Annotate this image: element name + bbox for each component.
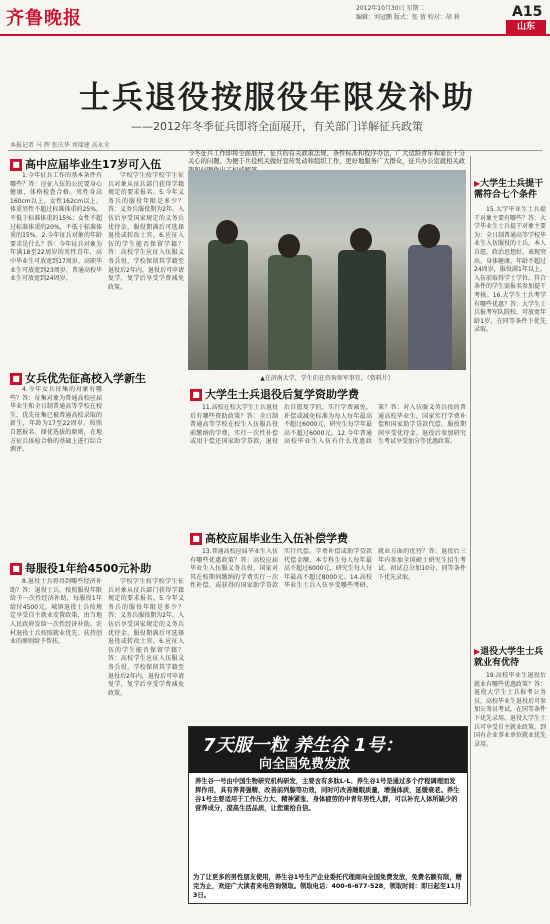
masthead <box>0 0 550 36</box>
sub-headline: ——2012年冬季征兵即将全面展开，有关部门详解征兵政策 <box>131 120 423 133</box>
ad-footer: 为了让更多的男性朋友使用，养生谷1号生产企业委托代理商向全国免费发放，免费名额有限，赠完为止，欢迎广大读者来电咨询领取。领取电话：400-6-677-528，领取时间：即日起至11月3日。 <box>193 874 462 899</box>
photo-caption: ▲在济南大学，学生们在咨询参军事宜。（资料片） <box>260 375 394 382</box>
sidebar-article-1: 15.大学毕业生士兵提干对象主要有哪些？答：大学毕业生士兵提干对象主要为：全日制普通高等学校毕业生入伍服役的士兵，本人自愿，政治思想好，表现突出，身体健康，年龄不超过24周岁，服役满1年以上，入伍前取得学士学位。符合条件的学生需报名参加提干考核。16.大学生士兵考学有哪些优惠？答：大学生士兵报考军队院校，可放宽年龄1岁，在同等条件下优先录取。 <box>474 206 546 334</box>
triangle-icon: ▶ <box>474 179 481 188</box>
section-heading-1: ■ 高中应届毕业生17岁可入伍 <box>10 156 161 172</box>
triangle-icon: ▶ <box>474 647 481 656</box>
heading-marker-icon: ■ <box>10 563 22 575</box>
photo-figure <box>268 255 312 370</box>
ad-subtitle: 向全国免费发放 <box>259 757 351 772</box>
article-column-1: 1.今年征兵工作的基本条件有哪些？答：应征入伍的公民要身心健康，体格检查合格。男性身高160cm以上，女性162cm以上。体重男性不超过标准体重的25%，不低于标准体重的15%；女性不超过标准体重的20%，不低于标准体重的15%。2.今年征兵对象的年龄要求是什么？答：今年征兵对象为年满18至22周岁的男性青年，高中毕业生可放宽到17周岁，高职毕业生可放宽到23周岁，普通高校毕业生可放宽到24周岁。 <box>10 172 102 283</box>
article-section-5: 13.普通高校应届毕业生入伍有哪些优惠政策？答：高校应届毕业生入伍服义务兵役，国家对其在校期间缴纳的学费实行一次性补偿，或获得的国家助学贷款实行代偿。学费补偿或助学贷款代偿金额，本专科生每人每年最高不超过6000元，研究生每人每年最高不超过8000元。14.高校毕业生士兵入伍享受哪些考研、就业方面的优待？答：退役后三年内参加全国硕士研究生招生考试，初试总分加10分，同等条件下优先录取。 <box>190 548 466 590</box>
byline: 本报记者 马 辉 张庆华 刘瑞建 高永全 <box>10 142 110 149</box>
article-column-2: 4.今年女兵征集的对象有哪些？答：征集对象为普通高校应届毕业生和全日制普通高等学校在校生，优先征集已被普通高校录取的新生，年龄为17至22周岁。按照自愿报名、择优选拔的原则，在地方征兵体检合格的基础上进行综合测评。 <box>10 386 102 454</box>
photo-figure-head <box>216 220 238 244</box>
issue-editors: 编辑：刘冠鹏 版式：张 倩 校对：胡 莉 <box>356 14 460 21</box>
section-heading-2: ■ 女兵优先征高校入学新生 <box>10 370 146 386</box>
issue-date: 2012年10月30日 星期二 <box>356 5 425 12</box>
section-label: 山东 <box>506 20 546 34</box>
issue-meta <box>356 4 460 22</box>
photo-figure <box>208 240 248 370</box>
photo-figure-head <box>278 234 300 258</box>
sidebar-article-2: 19.高校毕业生退役后就业有哪些优惠政策？答：退役大学生士兵报考公务员，高校毕业生退役后可参加公务员考试，在同等条件下优先录用。退役大学生士兵可享受自主就业政策，到国有企业事业单位就业优先录用。 <box>474 672 546 748</box>
newspaper-logo: 齐鲁晚报 <box>6 8 82 29</box>
heading-marker-icon: ■ <box>10 373 22 385</box>
ad-body: 养生谷一号由中国生物研究机构研发，主要含有多肽L-L、养生谷1号是通过多个疗程调理而发挥作用，具有养肾强精、改善前列腺等功效，同时可改善睡眠质量，增强体质，延缓衰老。养生谷1号主要适用于工作压力大、精神紧张、身体疲劳的中青年男性人群，可以补充人体所缺少的营养成分，提高生活品质，让您重拾自信。 <box>195 778 460 812</box>
photo-figure <box>408 245 452 370</box>
page-number: A15 <box>512 4 543 20</box>
sidebar-heading-2: ▶退役大学生士兵就业有优待 <box>474 647 544 668</box>
section-heading-3: ■ 每服役1年给4500元补助 <box>10 560 151 576</box>
heading-marker-icon: ■ <box>190 389 202 401</box>
heading-marker-icon: ■ <box>10 159 22 171</box>
news-photo <box>188 170 466 370</box>
heading-marker-icon: ■ <box>190 533 202 545</box>
advertisement <box>188 726 468 904</box>
article-column-3: 8.退役士兵将得到哪些经济补助？答：退役士兵，按照服役年限给予一次性经济补助，每服役1年给付4500元。城镇退役士兵按规定享受自主就业安置政策，由当地人民政府发给一次性经济补助。农村退役士兵按照就业优先、扶持创业的原则给予帮扶。 <box>10 578 102 646</box>
photo-figure-head <box>350 228 372 252</box>
main-headline: 士兵退役按服役年限发补助 <box>79 80 475 116</box>
column-divider <box>470 156 471 906</box>
sidebar-heading-1: ▶大学生士兵提干需符合七个条件 <box>474 179 544 200</box>
section-heading-4: ■ 大学生士兵退役后复学资助学费 <box>190 386 359 402</box>
photo-figure-head <box>418 224 440 248</box>
article-column-mid: 学校学生按学校学生征兵对象从征兵部门获得学籍规定的要求报名。5.今年义务兵的服役年限是多少？答：义务兵服役期为2年，入伍后享受国家规定的义务兵优待金，服役期满后可选择退役或转改士官。6.应征入伍的学生能否保留学籍？答：高校学生应征入伍服义务兵役，学校保留其学籍至退役后2年内，退役后可申请复学，复学后享受学费减免政策。 <box>108 172 184 291</box>
section-heading-5: ■ 高校应届毕业生入伍补偿学费 <box>190 530 348 546</box>
photo-figure <box>338 250 386 370</box>
article-section-4: 11.高校在校大学生士兵退役后有哪些资助政策？答：全日制普通高等学校在校生入伍服兵役前缴纳的学费，实行一次性补偿或用于偿还国家助学贷款，退役后自愿复学的，实行学费减免。补偿或减免标准为每人每年最高不超过6000元，研究生每学年最高不超过6000元。12.今年普通高校毕业生入伍有什么优惠政策？答：对入伍服义务兵役的普通高校毕业生，国家实行学费补偿和国家助学贷款代偿，服役期间享受优待金。退役后参加研究生考试享受加分等优惠政策。 <box>190 404 466 446</box>
article-column-mid-lower: 学校学生按学校学生征兵对象从征兵部门获得学籍规定的要求报名。5.今年义务兵的服役年限是多少？答：义务兵服役期为2年，入伍后享受国家规定的义务兵优待金，服役期满后可选择退役或转改士官。6.应征入伍的学生能否保留学籍？答：高校学生应征入伍服义务兵役，学校保留其学籍至退役后2年内，退役后可申请复学，复学后享受学费减免政策。 <box>108 578 184 697</box>
ad-banner <box>189 727 467 773</box>
ad-title: 7天服一粒 养生谷 1号： <box>203 735 403 756</box>
lead-paragraph: 今冬征兵工作即将全面展开，征兵的有关政策法规、条件标准和程序办法，广大适龄青年和家长十分关心的问题。为便于兵役机关做好宣传发动和组织工作，更好地服务广大群众，征兵办公室就相关政 <box>188 150 466 166</box>
